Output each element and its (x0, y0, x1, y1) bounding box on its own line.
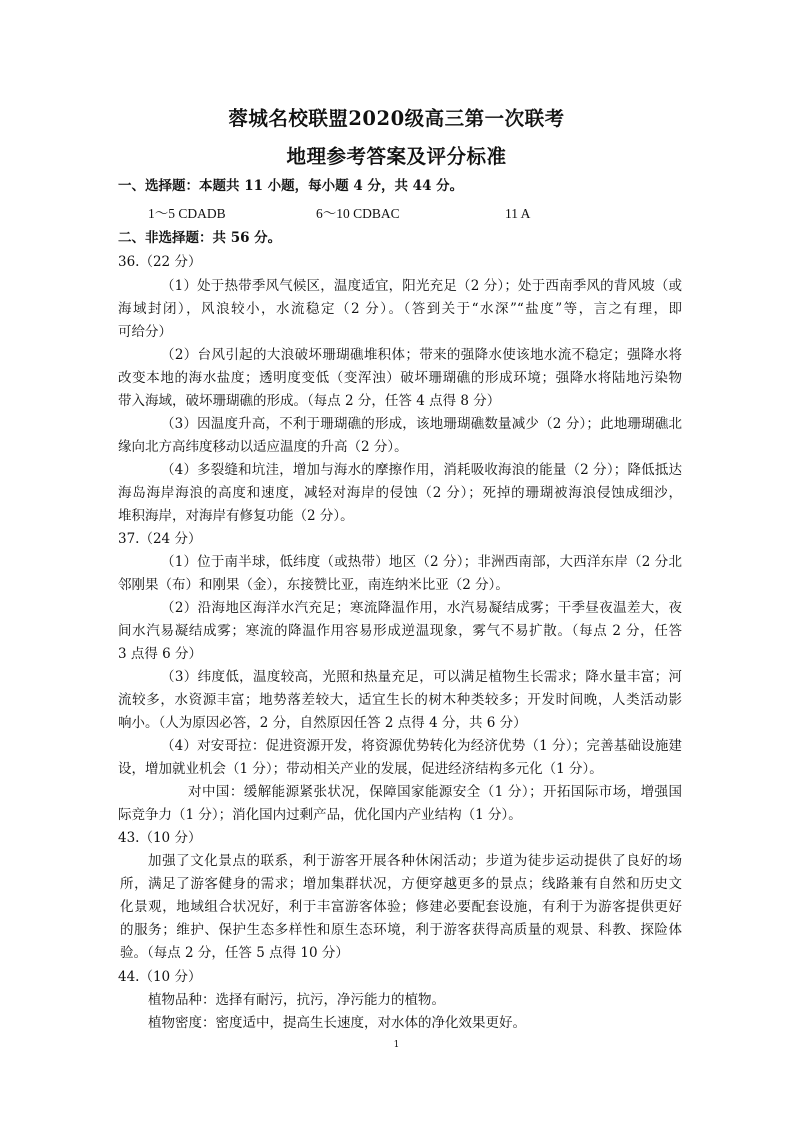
q43-line: 化景观，地域组合状况好，利于丰富游客体验；修建必要配套设施，有利于为游客提供更好 (120, 899, 682, 915)
q36-line: 海域封闭），风浪较小，水流稳定（2 分）。（答到关于“水深”“盐度”等，言之有理，即 (118, 301, 682, 317)
q43-line: 所，满足了游客健身的需求；增加集群状况，方便穿越更多的景点；线路兼有自然和历史文 (120, 876, 682, 892)
q36-line: 改变本地的海水盐度；透明度变低（变浑浊）破坏珊瑚礁的形成环境；强降水将陆地污染物 (118, 370, 682, 386)
q36-line: 堆积海岸，对海岸有修复功能（2 分）。 (118, 508, 354, 524)
page-title: 蓉城名校联盟2020级高三第一次联考 (228, 107, 565, 130)
q37-line: （3）纬度低，温度较高，光照和热量充足，可以满足植物生长需求；降水量丰富；河 (161, 669, 682, 685)
q36-line: 缘向北方高纬度移动以适应温度的升高（2 分）。 (118, 439, 408, 455)
q36-line: 可给分） (118, 324, 172, 340)
q43-heading: 43.（10 分） (118, 830, 202, 846)
section1-heading: 一、选择题：本题共 11 小题，每小题 4 分，共 44 分。 (118, 178, 464, 194)
q36-line: （2）台风引起的大浪破坏珊瑚礁堆积体；带来的强降水使该地水流不稳定；强降水将 (161, 347, 682, 363)
q36-line: （3）因温度升高，不利于珊瑚礁的形成，该地珊瑚礁数量减少（2 分）；此地珊瑚礁北 (161, 416, 682, 432)
q36-heading: 36.（22 分） (118, 254, 202, 270)
mc-answers-6-10: 6～10 CDBAC (316, 206, 400, 221)
mc-answer-11: 11 A (505, 206, 531, 221)
q37-line: （1）位于南半球，低纬度（或热带）地区（2 分）；非洲西南部，大西洋东岸（2 分北 (161, 554, 682, 570)
q44-line: 植物品种：选择有耐污，抗污，净污能力的植物。 (148, 992, 445, 1008)
q44-heading: 44.（10 分） (118, 969, 202, 985)
q37-line: 响小。（人为原因必答，2 分，自然原因任答 2 点得 4 分，共 6 分） (118, 715, 527, 731)
q36-line: 带入海域，破坏珊瑚礁的形成。（每点 2 分，任答 4 点得 8 分） (118, 393, 501, 409)
mc-answers-1-5: 1～5 CDADB (148, 206, 226, 221)
q37-line: 流较多，水资源丰富；地势落差较大，适宜生长的树木种类较多；开发时间晚，人类活动影 (118, 692, 682, 708)
q36-line: 海岛海岸海浪的高度和速度，减轻对海岸的侵蚀（2 分）；死掉的珊瑚被海浪侵蚀成细沙， (118, 485, 682, 501)
q37-heading: 37.（24 分） (118, 531, 202, 547)
q36-line: （1）处于热带季风气候区，温度适宜，阳光充足（2 分）；处于西南季风的背风坡（或 (161, 278, 682, 294)
q37-line: 间水汽易凝结成雾；寒流的降温作用容易形成逆温现象，雾气不易扩散。（每点 2 分，任答 (118, 623, 682, 639)
q43-line: 加强了文化景点的联系，利于游客开展各种休闲活动；步道为徒步运动提供了良好的场 (148, 853, 682, 869)
q37-line: （4）对安哥拉：促进资源开发，将资源优势转化为经济优势（1 分）；完善基础设施建 (161, 738, 682, 754)
q44-line: 植物密度：密度适中，提高生长速度，对水体的净化效果更好。 (148, 1015, 526, 1031)
q37-line: （2）沿海地区海洋水汽充足；寒流降温作用，水汽易凝结成雾；干季昼夜温差大，夜 (161, 600, 682, 616)
page-subtitle: 地理参考答案及评分标准 (286, 145, 507, 168)
page-number: 1 (393, 1040, 400, 1050)
q36-line: （4）多裂缝和坑洼，增加与海水的摩擦作用，消耗吸收海浪的能量（2 分）；降低抵达 (161, 462, 682, 478)
q43-line: 的服务；维护、保护生态多样性和原生态环境，利于游客获得高质量的观景、科教、探险体 (120, 922, 682, 938)
q37-line: 邻刚果（布）和刚果（金），东接赞比亚，南连纳米比亚（2 分）。 (118, 577, 509, 593)
q37-line: 设，增加就业机会（1 分）；带动相关产业的发展，促进经济结构多元化（1 分）。 (118, 761, 603, 777)
q37-line: 对中国：缓解能源紧张状况，保障国家能源安全（1 分）；开拓国际市场，增强国 (188, 784, 682, 800)
q43-line: 验。（每点 2 分，任答 5 点得 10 分） (120, 945, 349, 961)
q37-line: 际竞争力（1 分）；消化国内过剩产品，优化国内产业结构（1 分）。 (118, 807, 522, 823)
q37-line: 3 点得 6 分） (118, 646, 203, 662)
section2-heading: 二、非选择题：共 56 分。 (118, 230, 282, 246)
